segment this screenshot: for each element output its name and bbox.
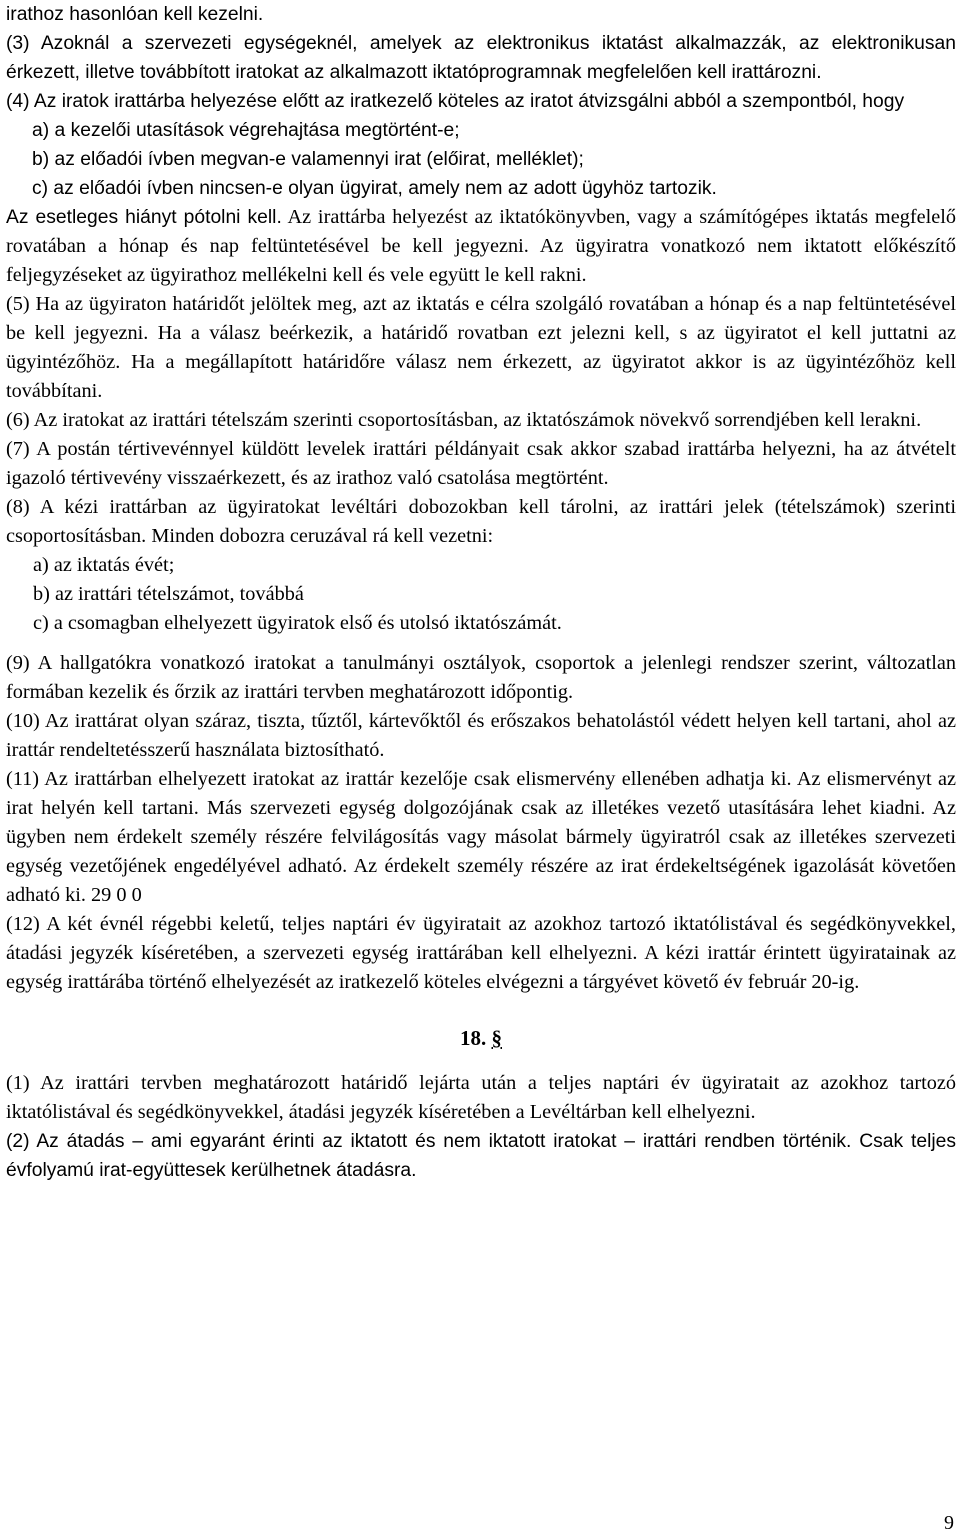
list-item: a) a kezelői utasítások végrehajtása megtörtént-e; <box>32 120 460 141</box>
list-item: b) az előadói ívben megvan-e valamennyi irat (előirat, melléklet); <box>32 149 584 170</box>
paragraph-4-sans-tail: Az esetleges hiányt pótolni kell. <box>6 207 282 228</box>
list-item: c) az előadói ívben nincsen-e olyan ügyirat, amely nem az adott ügyhöz tartozik. <box>32 178 717 199</box>
paragraph-8: (8) A kézi irattárban az ügyiratokat levéltári dobozokban kell tárolni, az irattári jelek (tételszámok) szerinti csoportosításban. Minden dobozra ceruzával rá kell vezetni: <box>6 496 956 547</box>
section-heading <box>6 1024 956 1053</box>
list-item: b) az irattári tételszámot, továbbá <box>33 583 304 605</box>
paragraph-6: (6) Az iratokat az irattári tételszám szerinti csoportosításban, az iktatószámok növekvő sorrendjében kell lerakni. <box>6 409 922 431</box>
document-page <box>6 0 956 1185</box>
page-number: 9 <box>944 1512 954 1534</box>
paragraph-10: (10) Az irattárat olyan száraz, tiszta, tűztől, kártevőktől és erőszakos behatolástól védett helyen kell tartani, ahol az irattár rendeltetésszerű használata biztosítható. <box>6 710 956 761</box>
paragraph-12: (12) A két évnél régebbi keletű, teljes naptári év ügyiratait az azokhoz tartozó iktatólistával és segédkönyvekkel, átadási jegyzék kíséretében, a szervezeti egység irattárában kell elhelyezni. A kézi irattár érintett ügyiratainak az egység irattárába történő elhelyezését az iratkezelő köteles elvégezni a tárgyévet követő év február 20-ig. <box>6 913 956 993</box>
paragraph-4-tail <box>6 203 956 290</box>
section-number: 18. <box>460 1026 487 1050</box>
paragraph-5: (5) Ha az ügyiraton határidőt jelöltek meg, azt az iktatás e célra szolgáló rovatában a hónap és a nap feltüntetésével be kell jegyezni. Ha a válasz beérkezik, a határidő rovatban ezt jelezni kell, s az ügyiratot el kell juttatni az ügyintézőhöz. Ha a megállapított határidőre válasz nem érkezett, az ügyiratot akkor is az ügyintézőhöz kell továbbítani. <box>6 293 956 402</box>
section-18-paragraph-2: (2) Az átadás – ami egyaránt érinti az iktatott és nem iktatott iratokat – irattári rendben történik. Csak teljes évfolyamú irat-együttesek kerülhetnek átadásra. <box>6 1131 956 1181</box>
paragraph-4-serif-tail: Az irattárba helyezést az iktatókönyvben, vagy a számítógépes iktatás megfelelő rovatában a hónap és nap feltüntetésével be kell jegyezni. Az ügyiratra vonatkozó nem iktatott előkészítő feljegyzéseket az ügyirathoz mellékelni kell és vele együtt le kell rakni. <box>6 206 957 286</box>
section-18-paragraph-1: (1) Az irattári tervben meghatározott határidő lejárta után a teljes naptári év ügyiratait az azokhoz tartozó iktatólistával és segédkönyvekkel, átadási jegyzék kíséretében a Levéltárban kell elhelyezni. <box>6 1072 956 1123</box>
paragraph-7: (7) A postán tértivevénnyel küldött levelek irattári példányait csak akkor szabad irattárba helyezni, ha az átvételt igazoló tértivevény visszaérkezett, és az irathoz való csatolása megtörtént. <box>6 438 956 489</box>
list-item: c) a csomagban elhelyezett ügyiratok első és utolsó iktatószámát. <box>33 612 562 634</box>
paragraph-3: (3) Azoknál a szervezeti egységeknél, amelyek az elektronikus iktatást alkalmazzák, az elektronikusan érkezett, illetve továbbított iratokat az alkalmazott iktatóprogramnak megfelelően kell irattározni. <box>6 33 956 83</box>
paragraph-fragment: irathoz hasonlóan kell kezelni. <box>6 4 264 25</box>
section-sign: § <box>491 1026 502 1050</box>
paragraph-4-intro: (4) Az iratok irattárba helyezése előtt az iratkezelő köteles az iratot átvizsgálni abból a szempontból, hogy <box>6 91 905 112</box>
paragraph-9: (9) A hallgatókra vonatkozó iratokat a tanulmányi osztályok, csoportok a jelenlegi rendszer szerint, változatlan formában kezelik és őrzik az irattári tervben meghatározott időpontig. <box>6 652 956 703</box>
list-item: a) az iktatás évét; <box>33 554 175 576</box>
paragraph-11: (11) Az irattárban elhelyezett iratokat az irattár kezelője csak elismervény ellenében adhatja ki. Az elismervényt az irat helyén kell tartani. Más szervezeti egység dolgozójának csak az illetékes vezető utasítására lehet kiadni. Az ügyben nem érdekelt személy részére felvilágosítás vagy másolat bármely ügyiratról csak az illetékes szervezeti egység vezetőjének engedélyével adható. Az érdekelt személy részére az irat érdekeltségének igazolását követően adható ki. 29 0 0 <box>6 768 956 906</box>
